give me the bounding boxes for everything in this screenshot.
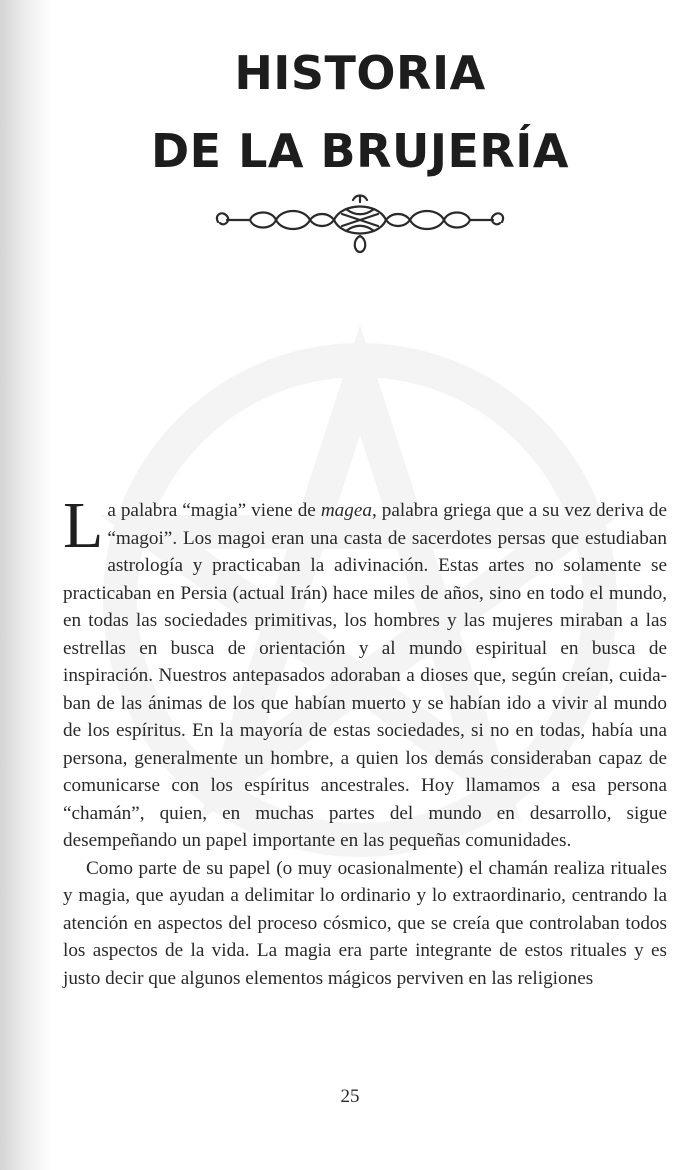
paragraph-1: [63, 489, 667, 855]
paragraph-1-rest: , palabra griega que a su vez deriva de “magoi”. Los magoi eran una casta de sacerdotes persas que estudiaban astrología y practicaban la adivinación. Estas artes no solamente se practicaban en Persia (actual Irán) hace miles de años, sino en todo el mundo, en todas las sociedades primitivas, los hombres y las mujeres miraban a las estrellas en busca de orientación y al mundo espiritual en busca de inspiración. Nuestros antepasados adoraban a dioses que, según creían, cuidaban de las ánimas de los que habían muerto y se habían ido a vivir al mundo de los espíritus. En la mayoría de estas sociedades, si no en todas, había una persona, generalmente un hombre, a quien los demás consideraban capaz de comunicarse con los espíritus ancestrales. Hoy llamamos a esa persona “chamán”, quien, en muchas partes del mundo en desarrollo, sigue desempeñando un papel importante en las pequeñas comunidades.: [63, 500, 667, 851]
drop-cap: L: [63, 489, 104, 562]
paragraph-2: Como parte de su papel (o muy ocasionalmente) el chamán realiza rituales y magia, que ayudan a delimitar lo ordinario y lo extraordinario, centrando la atención en aspectos del proceso cósmico, que se creía que controlaban todos los aspectos de la vida. La magia era parte integrante de estos rituales y es justo decir que algunos elementos mágicos perviven en las religiones: [63, 857, 667, 989]
chapter-body: [63, 489, 667, 992]
paragraph-1-start: a palabra “magia” viene de: [107, 500, 321, 521]
paragraph-1-italic-term: magea: [320, 500, 372, 521]
chapter-title-line-1: HISTORIA: [234, 46, 486, 100]
page-number: 25: [340, 1086, 360, 1107]
chapter-title-line-2: DE LA BRUJERÍA: [150, 124, 570, 178]
scroll-flourish-icon: [210, 192, 510, 254]
